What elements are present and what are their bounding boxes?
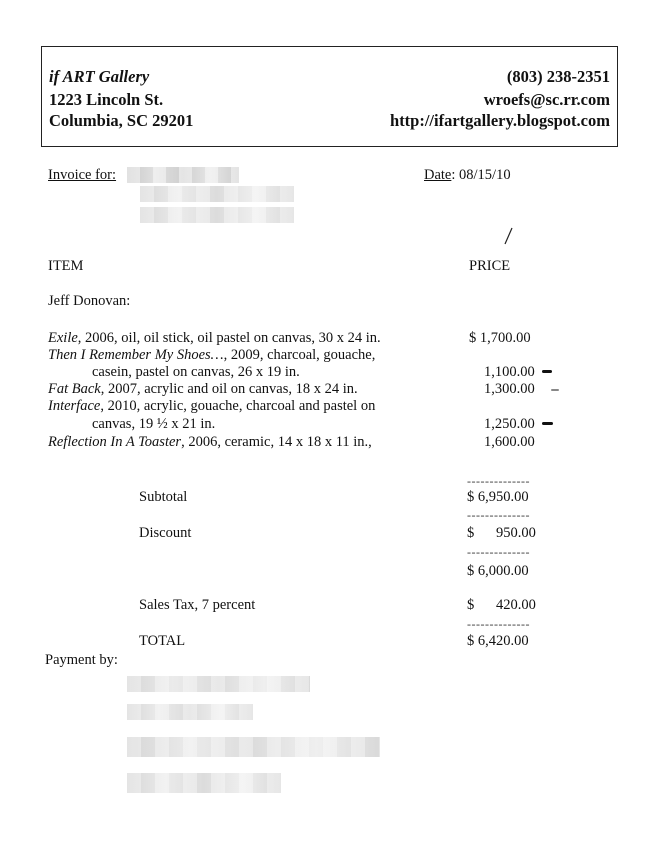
artist-name: Jeff Donovan: [48, 293, 131, 309]
item-price: 1,300.00 [484, 381, 535, 397]
discount-value: $ 950.00 [467, 525, 536, 541]
total-label: TOTAL [139, 633, 186, 649]
subtotal-value: $ 6,950.00 [467, 489, 529, 505]
gallery-city: Columbia, SC 29201 [49, 111, 194, 130]
payment-label: Payment by: [45, 652, 118, 668]
gallery-phone: (803) 238-2351 [506, 67, 610, 86]
item-title: Interface [48, 398, 101, 414]
pen-tick-mark [542, 422, 553, 425]
date-value: : 08/15/10 [451, 167, 511, 183]
item-title: Fat Back [48, 381, 101, 397]
net-value: $ 6,000.00 [467, 563, 529, 579]
redacted-client-address-2 [140, 207, 294, 223]
item-row-shoes [48, 347, 375, 364]
redacted-client-address-1 [140, 186, 294, 202]
item-price: 1,600.00 [484, 434, 535, 450]
total-value: $ 6,420.00 [467, 633, 529, 649]
date-label: Date [424, 167, 452, 183]
gallery-website[interactable]: http://ifartgallery.blogspot.com [390, 111, 610, 130]
sales-tax-label: Sales Tax, 7 percent [139, 597, 256, 613]
item-row-fatback [48, 381, 358, 398]
item-details: , 2010, acrylic, gouache, charcoal and pastel on [100, 398, 376, 414]
item-details-cont: casein, pastel on canvas, 26 x 19 in. [92, 364, 300, 380]
item-column-header: ITEM [48, 258, 84, 274]
pen-mark [500, 226, 516, 246]
item-title: Exile [48, 330, 78, 346]
item-row-interface [48, 398, 375, 415]
item-price: 1,100.00 [484, 364, 535, 380]
redacted-payment-line-2 [127, 704, 253, 720]
divider-dashes: -------------- [467, 474, 530, 488]
subtotal-label: Subtotal [139, 489, 188, 505]
invoice-date [424, 167, 511, 184]
item-price: $ 1,700.00 [469, 330, 531, 346]
item-row-exile [48, 330, 381, 347]
item-row-reflection [48, 434, 372, 451]
item-details: , 2009, charcoal, gouache, [223, 347, 376, 363]
item-details-cont: canvas, 19 ½ x 21 in. [92, 416, 216, 432]
redacted-payment-line-4 [127, 773, 281, 793]
divider-dashes: -------------- [467, 617, 530, 631]
sales-tax-value: $ 420.00 [467, 597, 536, 613]
gallery-name: if ART Gallery [49, 67, 150, 86]
redacted-payment-line-1 [127, 676, 310, 692]
price-column-header: PRICE [469, 258, 511, 274]
item-price: 1,250.00 [484, 416, 535, 432]
gallery-street: 1223 Lincoln St. [49, 90, 164, 109]
discount-label: Discount [139, 525, 192, 541]
item-title: Then I Remember My Shoes… [48, 347, 224, 363]
invoice-for-label: Invoice for: [48, 167, 117, 183]
pen-tick-mark [542, 370, 552, 373]
redacted-payment-line-3 [127, 737, 380, 757]
item-details: , 2006, ceramic, 14 x 18 x 11 in., [181, 434, 372, 450]
item-title: Reflection In A Toaster [48, 434, 182, 450]
item-details: , 2007, acrylic and oil on canvas, 18 x 24 in. [100, 381, 358, 397]
divider-dashes: -------------- [467, 545, 530, 559]
divider-dashes: -------------- [467, 508, 530, 522]
redacted-client-name [127, 167, 239, 183]
item-details: , 2006, oil, oil stick, oil pastel on canvas, 30 x 24 in. [77, 330, 381, 346]
gallery-email[interactable]: wroefs@sc.rr.com [483, 90, 610, 109]
pen-tick-mark [551, 389, 559, 391]
